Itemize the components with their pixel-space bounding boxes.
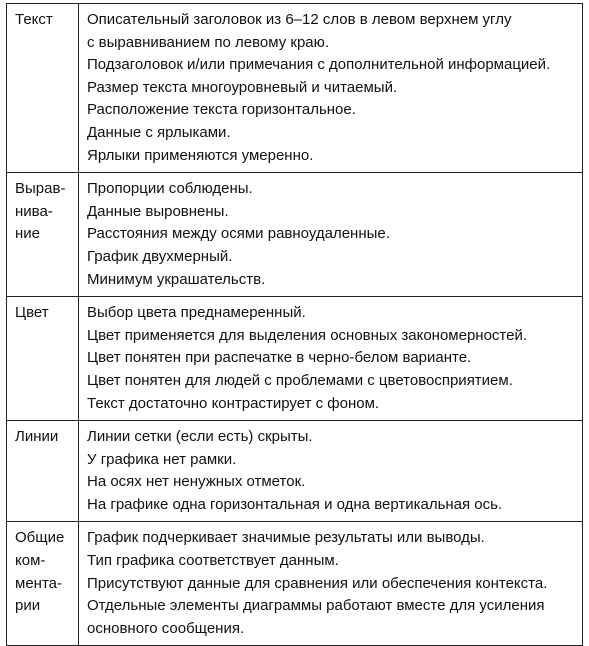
chart-checklist-table xyxy=(6,3,583,646)
category-label: ком- xyxy=(15,552,46,570)
criterion-item: Выбор цвета преднамеренный. xyxy=(87,304,306,322)
criterion-item: Подзаголовок и/или примечания с дополнительной информацией. xyxy=(87,56,551,74)
table-row-lines xyxy=(7,421,583,522)
criterion-item: Отдельные элементы диаграммы работают вместе для усиления xyxy=(87,597,545,615)
criterion-item: Цвет понятен для людей с проблемами с цветовосприятием. xyxy=(87,371,513,389)
criterion-item: основного сообщения. xyxy=(87,619,245,637)
criterion-item: с выравниванием по левому краю. xyxy=(87,33,330,51)
category-cell xyxy=(7,421,79,522)
table-row-general-comments xyxy=(7,522,583,646)
criterion-item: Расстояния между осями равноудаленные. xyxy=(87,225,390,243)
category-cell xyxy=(7,4,79,173)
criterion-item: Тип графика соответствует данным. xyxy=(87,552,339,570)
category-cell xyxy=(7,297,79,421)
table-row-color xyxy=(7,297,583,421)
category-label: Цвет xyxy=(15,304,49,322)
criterion-item: Данные выровнены. xyxy=(87,202,229,220)
criterion-item: График подчеркивает значимые результаты или выводы. xyxy=(87,529,485,547)
category-label: нива- xyxy=(15,202,53,220)
criteria-cell xyxy=(79,4,583,173)
criterion-item: На осях нет ненужных отметок. xyxy=(87,473,306,491)
category-label: Общие xyxy=(15,529,65,547)
criterion-item: На графике одна горизонтальная и одна вертикальная ось. xyxy=(87,495,503,513)
criterion-item: Текст достаточно контрастирует с фоном. xyxy=(87,394,380,412)
criteria-cell xyxy=(79,421,583,522)
criterion-item: Присутствуют данные для сравнения или обеспечения контекста. xyxy=(87,574,548,592)
criterion-item: Цвет понятен при распечатке в черно-белом варианте. xyxy=(87,349,472,367)
category-label: Вырав- xyxy=(15,180,66,198)
category-label: ние xyxy=(15,225,41,243)
criterion-item: График двухмерный. xyxy=(87,247,233,265)
category-label: рии xyxy=(15,597,41,615)
criterion-item: Цвет применяется для выделения основных закономерностей. xyxy=(87,326,528,344)
criterion-item: Линии сетки (если есть) скрыты. xyxy=(87,428,313,446)
category-cell xyxy=(7,522,79,646)
criterion-item: Ярлыки применяются умеренно. xyxy=(87,146,314,164)
criteria-cell xyxy=(79,522,583,646)
category-label: Текст xyxy=(15,11,53,28)
table-row-alignment xyxy=(7,173,583,297)
criteria-cell xyxy=(79,173,583,297)
criterion-item: У графика нет рамки. xyxy=(87,450,237,468)
criterion-item: Минимум украшательств. xyxy=(87,270,266,288)
criterion-item: Расположение текста горизонтальное. xyxy=(87,101,356,119)
category-label: Линии xyxy=(15,428,59,446)
criterion-item: Данные с ярлыками. xyxy=(87,123,231,141)
criterion-item: Размер текста многоуровневый и читаемый. xyxy=(87,78,398,96)
table-row-text xyxy=(7,4,583,173)
criteria-cell xyxy=(79,297,583,421)
criterion-item: Пропорции соблюдены. xyxy=(87,180,253,198)
category-cell xyxy=(7,173,79,297)
category-label: мента- xyxy=(15,574,62,592)
criterion-item: Описательный заголовок из 6–12 слов в левом верхнем углу xyxy=(87,11,512,28)
